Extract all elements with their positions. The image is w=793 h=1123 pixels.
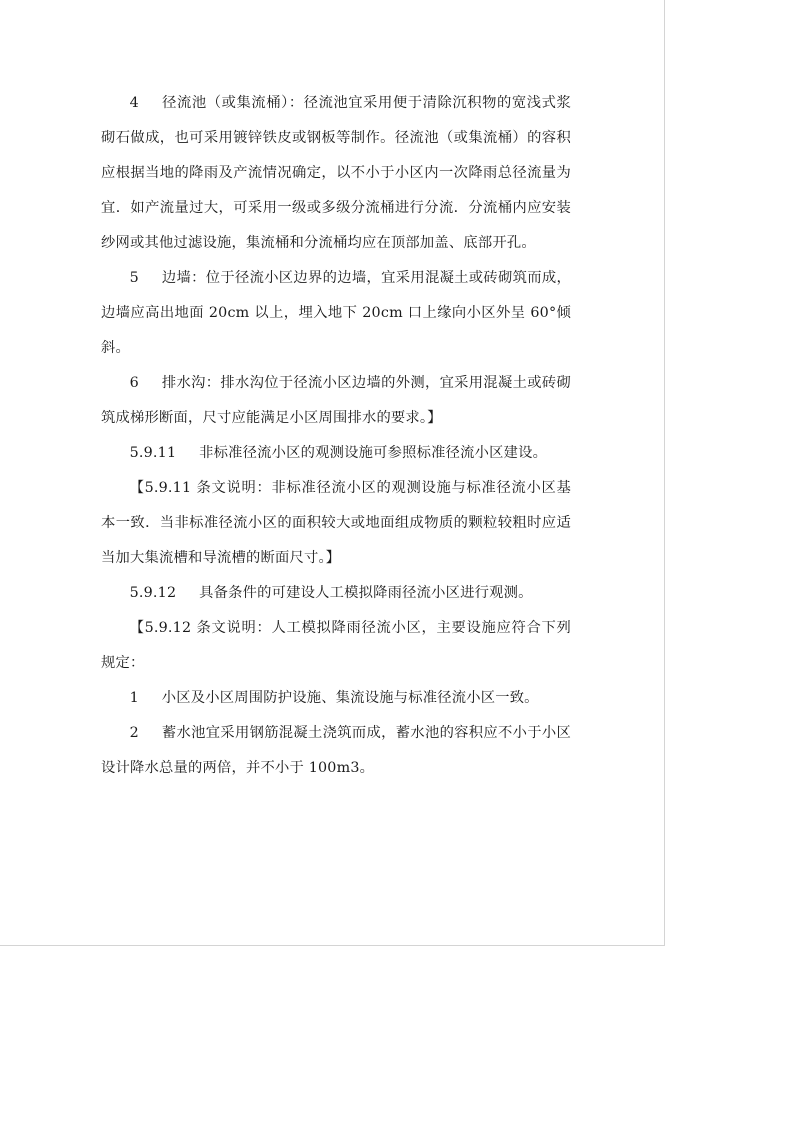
clause-5-9-12-explanation [101, 611, 571, 681]
paragraph-text: 径流池（或集流桶）：径流池宜采用便于清除沉积物的宽浅式浆砌石做成，也可采用镀锌铁皮或钢板等制作。径流池（或集流桶）的容积应根据当地的降雨及产流情况确定，以不小于小区内一次降雨总径流量为宜．如产流量过大，可采用一级或多级分流桶进行分流．分流桶内应安装纱网或其他过滤设施，集流桶和分流桶均应在顶部加盖、底部开孔。 [101, 95, 571, 251]
paragraph-text: 边墙：位于径流小区边界的边墙，宜采用混凝土或砖砌筑而成，边墙应高出地面 20cm 以上，埋入地下 20cm 口上缘向小区外呈 60°倾斜。 [101, 270, 571, 356]
paragraph-item-1 [101, 681, 571, 716]
paragraph-item-4 [101, 86, 571, 261]
clause-number: 5.9.11 [129, 445, 177, 461]
item-number: 4 [129, 95, 139, 111]
paragraph-item-5 [101, 261, 571, 366]
paragraph-text: 蓄水池宜采用钢筋混凝土浇筑而成，蓄水池的容积应不小于小区设计降水总量的两倍，并不小于 100m3。 [101, 725, 571, 776]
paragraph-text: 排水沟：排水沟位于径流小区边墙的外测，宜采用混凝土或砖砌筑成梯形断面，尺寸应能满足小区周围排水的要求。】 [101, 375, 571, 426]
page-body [101, 86, 571, 786]
paragraph-text: 【5.9.12 条文说明：人工模拟降雨径流小区，主要设施应符合下列规定： [101, 620, 571, 671]
item-number: 5 [129, 270, 139, 286]
paragraph-text: 具备条件的可建设人工模拟降雨径流小区进行观测。 [199, 585, 533, 601]
paragraph-item-6 [101, 366, 571, 436]
paragraph-text: 【5.9.11 条文说明：非标准径流小区的观测设施与标准径流小区基本一致．当非标准径流小区的面积较大或地面组成物质的颗粒较粗时应适当加大集流槽和导流槽的断面尺寸。】 [101, 480, 571, 566]
item-number: 6 [129, 375, 139, 391]
paragraph-text: 小区及小区周围防护设施、集流设施与标准径流小区一致。 [161, 690, 539, 706]
clause-number: 5.9.12 [129, 585, 177, 601]
item-number: 1 [129, 690, 139, 706]
clause-5-9-12 [101, 576, 571, 611]
paragraph-item-2 [101, 716, 571, 786]
item-number: 2 [129, 725, 139, 741]
clause-5-9-11-explanation [101, 471, 571, 576]
clause-5-9-11 [101, 436, 571, 471]
paragraph-text: 非标准径流小区的观测设施可参照标准径流小区建设。 [199, 445, 548, 461]
